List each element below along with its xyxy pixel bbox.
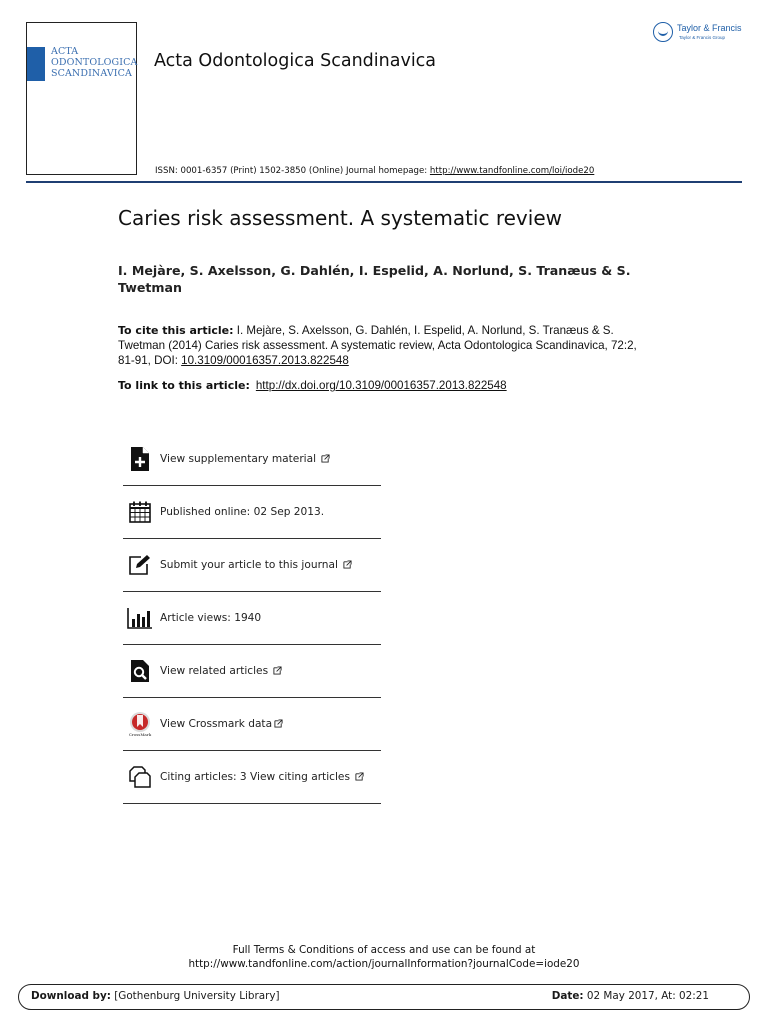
- terms-notice: [0, 943, 768, 971]
- cover-title: [51, 46, 137, 79]
- action-supplementary-material[interactable]: [123, 433, 381, 486]
- action-label-text: View supplementary material: [160, 453, 317, 465]
- publisher-subname: Taylor & Francis Group: [679, 35, 726, 40]
- link-label: To link to this article:: [118, 379, 250, 392]
- crossmark-icon: [127, 711, 153, 737]
- download-by: [31, 990, 280, 1002]
- external-link-icon: [321, 454, 330, 463]
- article-link-line: [118, 379, 507, 392]
- edit-icon: [127, 552, 153, 578]
- cite-label: To cite this article:: [118, 324, 234, 337]
- download-date: [552, 990, 709, 1002]
- action-citing-articles[interactable]: [123, 751, 381, 804]
- action-related-articles[interactable]: [123, 645, 381, 698]
- external-link-icon: [343, 560, 352, 569]
- issn-line: [155, 166, 594, 176]
- terms-url[interactable]: http://www.tandfonline.com/action/journalInformation?journalCode=iode20: [188, 958, 580, 970]
- action-label-text: View Crossmark data: [160, 718, 273, 730]
- doi-link[interactable]: 10.3109/00016357.2013.822548: [181, 354, 349, 368]
- action-label: [160, 718, 283, 730]
- download-value: [Gothenburg University Library]: [110, 990, 280, 1002]
- citing-articles-icon: [127, 764, 153, 790]
- action-label: Published online: 02 Sep 2013.: [160, 506, 325, 518]
- header-divider: [26, 181, 742, 183]
- date-value: 02 May 2017, At: 02:21: [583, 990, 709, 1002]
- journal-title: Acta Odontologica Scandinavica: [154, 51, 437, 71]
- date-label: Date:: [551, 990, 584, 1002]
- action-label-text: Submit your article to this journal: [160, 559, 338, 571]
- article-url-link[interactable]: http://dx.doi.org/10.3109/00016357.2013.822548: [255, 379, 507, 392]
- action-article-views: [123, 592, 381, 645]
- terms-line: Full Terms & Conditions of access and use can be found at: [232, 944, 536, 956]
- action-label: [160, 771, 364, 783]
- issn-text: ISSN: 0001-6357 (Print) 1502-3850 (Online) Journal homepage:: [155, 166, 430, 176]
- crossmark-caption: CrossMark: [128, 732, 152, 737]
- publisher-name: Taylor & Francis: [677, 23, 742, 33]
- journal-homepage-link[interactable]: http://www.tandfonline.com/loi/iode20: [429, 166, 595, 176]
- article-authors: I. Mejàre, S. Axelsson, G. Dahlén, I. Espelid, A. Norlund, S. Tranæus & S. Twetman: [118, 263, 631, 295]
- action-label: [160, 559, 352, 571]
- external-link-icon: [273, 666, 282, 675]
- bar-chart-icon: [127, 605, 153, 631]
- journal-cover-thumbnail: [26, 22, 137, 175]
- cite-text: I. Mejàre, S. Axelsson, G. Dahlén, I. Espelid, A. Norlund, S. Tranæus & S. Twetman (2014) Caries risk assessment. A systematic review, Acta Odontologica Scandinavica, 72:2, 81-91, DOI:: [118, 324, 637, 368]
- action-published-online: [123, 486, 381, 539]
- cover-title-line: ACTA: [51, 46, 79, 57]
- action-label: Article views: 1940: [160, 612, 262, 624]
- action-label: [160, 665, 282, 677]
- supplementary-file-icon: [127, 446, 153, 472]
- action-label-text: Citing articles: 3 View citing articles: [160, 771, 350, 783]
- external-link-icon: [355, 772, 364, 781]
- article-actions-list: [123, 433, 381, 804]
- action-submit-article[interactable]: [123, 539, 381, 592]
- related-search-icon: [127, 658, 153, 684]
- action-label-text: View related articles: [160, 665, 269, 677]
- citation-block: [118, 323, 648, 369]
- download-label: Download by:: [31, 990, 111, 1002]
- cover-title-line: ODONTOLOGICA: [51, 57, 138, 68]
- external-link-icon: [274, 719, 283, 728]
- download-info-bar: [18, 984, 750, 1010]
- action-label: [160, 453, 330, 465]
- cover-title-line: SCANDINAVICA: [51, 68, 132, 79]
- calendar-icon: [127, 499, 153, 525]
- cover-accent-bar: [27, 47, 45, 81]
- article-title: Caries risk assessment. A systematic review: [118, 206, 562, 230]
- action-crossmark[interactable]: [123, 698, 381, 751]
- publisher-logo-icon: [653, 22, 673, 42]
